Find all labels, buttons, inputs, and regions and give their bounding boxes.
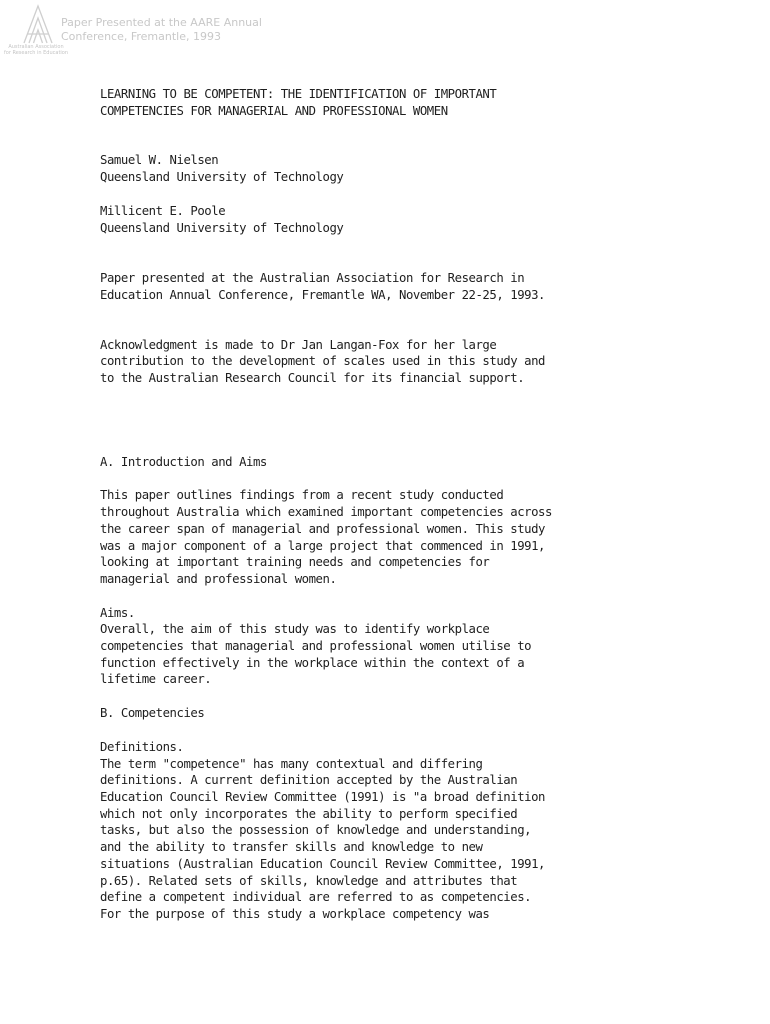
section-a-paragraph: This paper outlines findings from a recent study conducted throughout Australia which examined important competencies across the career span of managerial and professional women. This study was a major component of a large project that commenced in 1991, looking at important training needs and competencies for managerial and professional women. (100, 488, 552, 586)
page-header (4, 4, 334, 60)
definitions-block: Definitions. The term "competence" has many contextual and differing definitions. A current definition accepted by the Australian Education Council Review Committee (1991) is "a broad definition which not only incorporates the ability to perform specified tasks, but also the possession of knowledge and understanding, and the ability to transfer skills and knowledge to new situations (Australian Education Council Review Committee, 1991, p.65). Related sets of skills, knowledge and attributes that define a competent individual are referred to as competencies. For the purpose of this study a workplace competency was (100, 739, 546, 921)
logo-text (4, 44, 68, 56)
presented-note: Paper presented at the Australian Association for Research in Education Annual Conference, Fremantle WA, November 22-25, 1993. (100, 271, 546, 302)
aims-block: Aims. Overall, the aim of this study was to identify workplace competencies that managerial and professional women utilise to function effectively in the workplace within the context of a lifetime career. (100, 605, 532, 687)
presented-line: Conference, Fremantle, 1993 (61, 30, 221, 43)
presented-banner (61, 16, 262, 44)
section-a-heading: A. Introduction and Aims (100, 454, 267, 469)
paper-title: LEARNING TO BE COMPETENT: THE IDENTIFICATION OF IMPORTANT COMPETENCIES FOR MANAGERIAL AND PROFESSIONAL WOMEN (100, 87, 497, 118)
acknowledgment: Acknowledgment is made to Dr Jan Langan-Fox for her large contribution to the development of scales used in this study and to the Australian Research Council for its financial support. (100, 337, 546, 386)
author-name: Samuel W. Nielsen (100, 153, 219, 168)
logo-text-line: for Research in Education (4, 50, 69, 56)
aare-logo (4, 4, 68, 58)
paper-body (100, 86, 600, 923)
presented-line: Paper Presented at the AARE Annual (61, 16, 262, 29)
aare-logo-icon (22, 4, 54, 44)
author-name: Millicent E. Poole (100, 203, 226, 218)
author-affiliation: Queensland University of Technology (100, 170, 344, 185)
logo-text-line: Australian Association (8, 44, 64, 50)
section-b-heading: B. Competencies (100, 706, 205, 721)
author-affiliation: Queensland University of Technology (100, 220, 344, 235)
